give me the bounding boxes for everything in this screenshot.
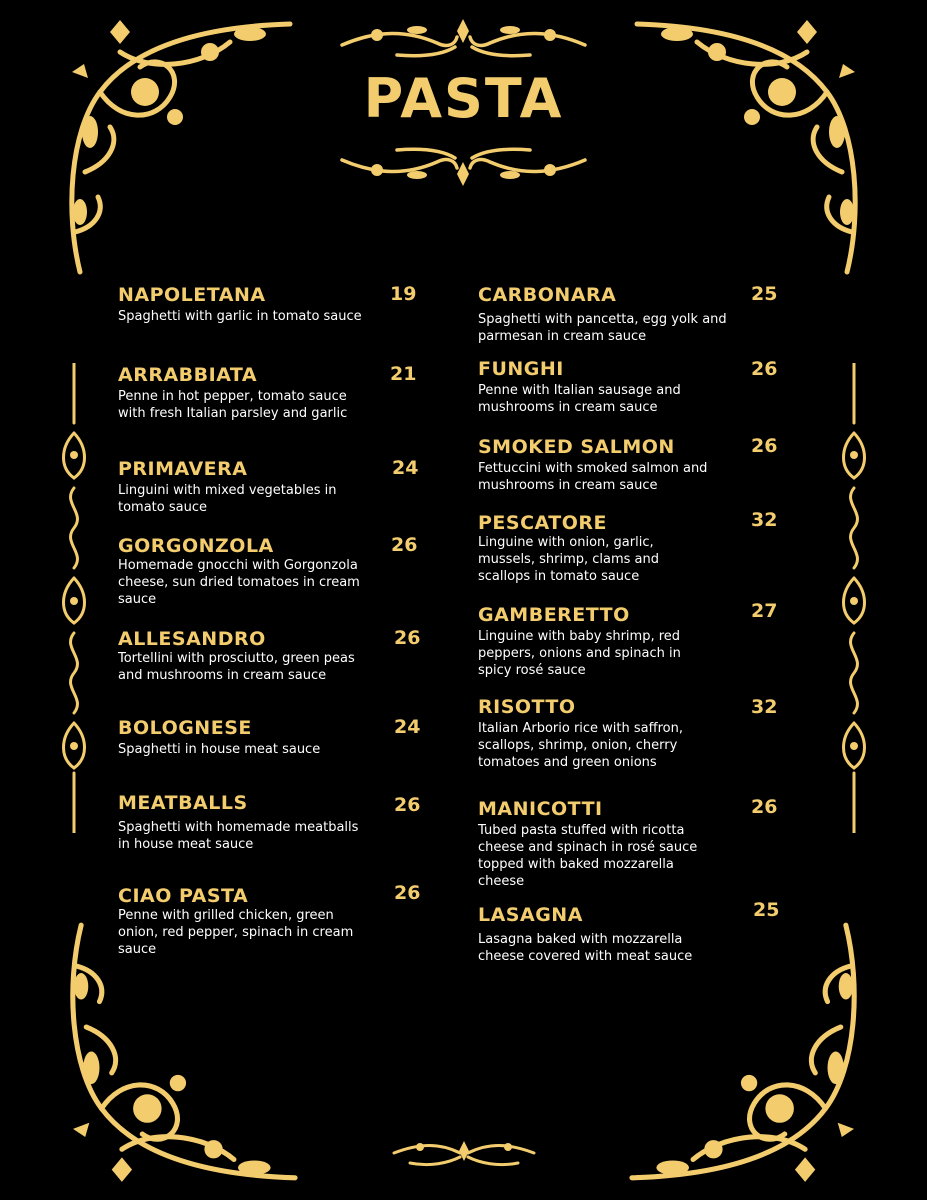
item-name: GORGONZOLA	[118, 535, 274, 557]
item-price: 26	[751, 796, 778, 818]
item-price: 19	[390, 283, 417, 305]
item-price: 21	[390, 363, 417, 385]
item-name: LASAGNA	[478, 904, 583, 926]
divider-flourish-icon	[337, 145, 590, 190]
menu-item	[478, 358, 778, 416]
item-name: CIAO PASTA	[118, 885, 249, 907]
item-price: 25	[753, 899, 780, 921]
item-description: Tortellini with prosciutto, green peas and mushrooms in cream sauce	[118, 651, 355, 683]
item-description: Penne in hot pepper, tomato sauce with fresh Italian parsley and garlic	[118, 389, 348, 421]
item-description: Penne with grilled chicken, green onion, red pepper, spinach in cream sauce	[118, 908, 354, 957]
item-description: Spaghetti with garlic in tomato sauce	[118, 309, 362, 324]
menu-item	[478, 798, 778, 890]
menu-item	[118, 535, 418, 608]
divider-flourish-icon	[390, 1135, 538, 1170]
item-description: Spaghetti with homemade meatballs in house meat sauce	[118, 820, 359, 852]
item-name: RISOTTO	[478, 696, 576, 718]
item-name: NAPOLETANA	[118, 284, 266, 306]
item-description: Lasagna baked with mozzarella cheese covered with meat sauce	[478, 932, 693, 964]
item-description: Penne with Italian sausage and mushrooms in cream sauce	[478, 383, 681, 415]
item-name: BOLOGNESE	[118, 717, 252, 739]
item-name: PRIMAVERA	[118, 458, 248, 480]
item-name: SMOKED SALMON	[478, 436, 675, 458]
item-name: GAMBERETTO	[478, 604, 630, 626]
item-price: 26	[751, 358, 778, 380]
item-description: Linguini with mixed vegetables in tomato sauce	[118, 483, 337, 515]
menu-item	[118, 364, 418, 422]
item-price: 26	[394, 627, 421, 649]
menu-item	[118, 885, 418, 958]
menu-item	[478, 696, 778, 771]
item-price: 26	[391, 534, 418, 556]
item-name: CARBONARA	[478, 284, 617, 306]
vertical-flourish-icon	[838, 363, 870, 833]
item-name: ARRABBIATA	[118, 364, 258, 386]
item-name: ALLESANDRO	[118, 628, 266, 650]
item-price: 26	[394, 882, 421, 904]
vertical-flourish-icon	[58, 363, 90, 833]
menu-item	[118, 284, 418, 325]
item-description: Italian Arborio rice with saffron, scallops, shrimp, onion, cherry tomatoes and green onions	[478, 721, 683, 770]
item-description: Spaghetti in house meat sauce	[118, 742, 321, 757]
item-price: 26	[751, 435, 778, 457]
item-price: 26	[394, 794, 421, 816]
item-price: 25	[751, 283, 778, 305]
item-price: 32	[751, 696, 778, 718]
menu-item	[118, 792, 421, 853]
menu-item	[478, 436, 778, 494]
item-description: Spaghetti with pancetta, egg yolk and parmesan in cream sauce	[478, 312, 727, 344]
menu-item	[478, 512, 778, 585]
item-description: Linguine with baby shrimp, red peppers, onions and spinach in spicy rosé sauce	[478, 629, 681, 678]
item-price: 24	[394, 716, 421, 738]
item-name: MANICOTTI	[478, 798, 603, 820]
item-description: Fettuccini with smoked salmon and mushrooms in cream sauce	[478, 461, 708, 493]
menu-item	[118, 716, 421, 758]
item-description: Tubed pasta stuffed with ricotta cheese and spinach in rosé sauce topped with baked mozzarella cheese	[478, 823, 698, 889]
item-price: 27	[751, 600, 778, 622]
menu-item	[478, 284, 778, 345]
divider-flourish-icon	[337, 15, 590, 60]
menu-item	[118, 627, 421, 684]
menu-item	[118, 458, 418, 516]
item-name: PESCATORE	[478, 512, 607, 534]
item-description: Homemade gnocchi with Gorgonzola cheese, sun dried tomatoes in cream sauce	[118, 558, 360, 607]
corner-flourish-icon	[627, 12, 867, 282]
item-name: MEATBALLS	[118, 792, 248, 814]
item-price: 24	[392, 457, 419, 479]
menu-item	[478, 604, 778, 679]
corner-flourish-icon	[60, 12, 300, 282]
item-price: 32	[751, 509, 778, 531]
page-title: PASTA	[363, 67, 564, 130]
item-name: FUNGHI	[478, 358, 564, 380]
menu-item	[478, 904, 778, 965]
item-description: Linguine with onion, garlic, mussels, shrimp, clams and scallops in tomato sauce	[478, 535, 659, 584]
